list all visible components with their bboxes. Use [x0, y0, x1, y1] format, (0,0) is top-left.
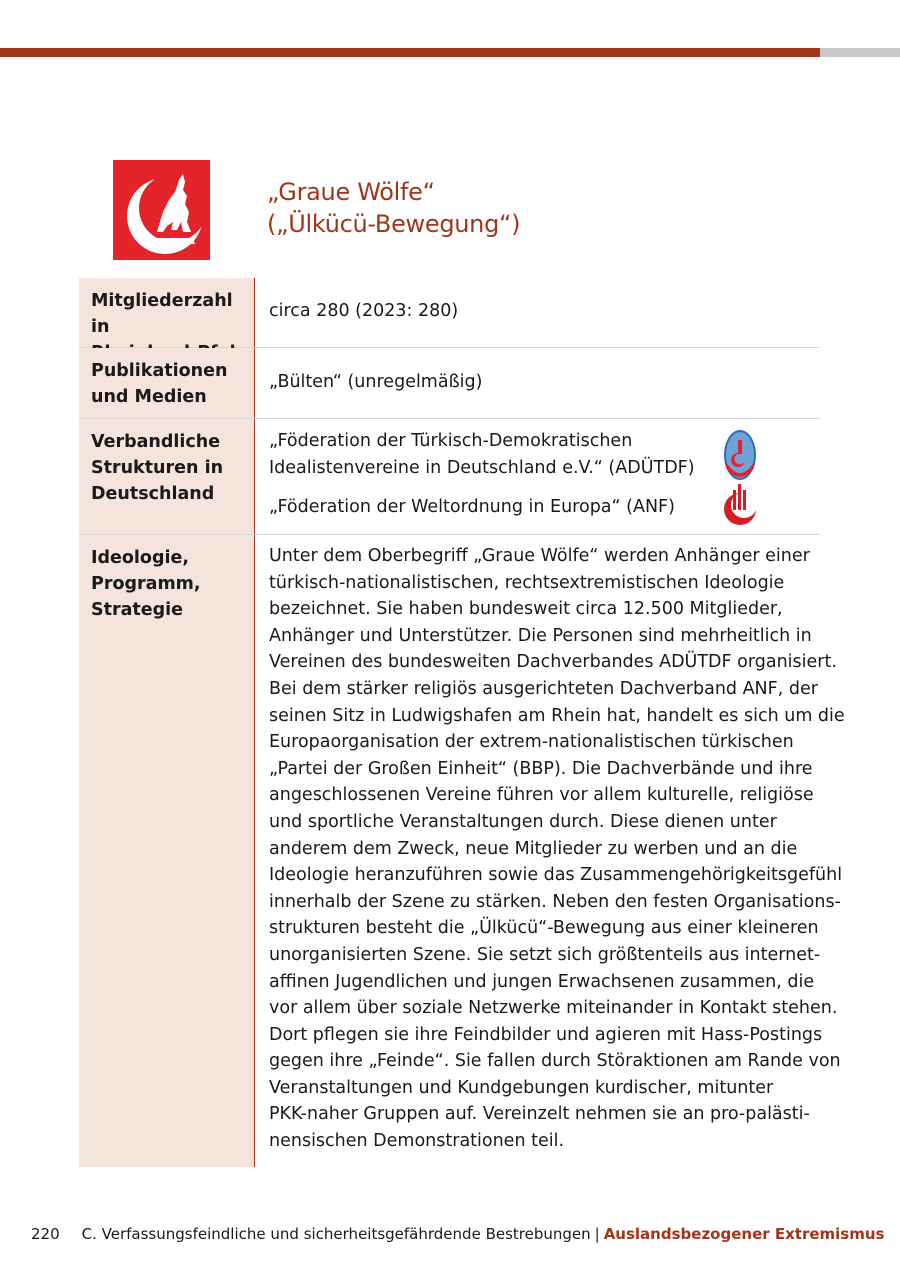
grey-wolf-crescent-logo-icon: [113, 160, 210, 260]
text-line: nensischen Demonstrationen teil.: [269, 1131, 565, 1152]
text-line: und sportliche Veranstaltungen durch. Diese dienen unter: [269, 811, 777, 832]
label-line: Strategie: [91, 600, 184, 620]
structures-value: [255, 419, 820, 534]
footer-separator: |: [594, 1225, 600, 1243]
table-row-publications: [79, 348, 820, 419]
label-line: Verbandliche: [91, 432, 221, 452]
page-title: [267, 176, 520, 240]
table-row-ideology: [79, 535, 845, 1167]
label-line: Mitgliederzahl in: [91, 291, 233, 337]
text-line: „Partei der Großen Einheit“ (BBP). Die Dachverbände und ihre: [269, 758, 813, 779]
label-line: Programm,: [91, 574, 201, 594]
text-line: strukturen besteht die „Ülkücü“-Bewegung aus einer kleineren: [269, 918, 819, 939]
text-line: türkisch-nationalistischen, rechtsextremistischen Ideologie: [269, 572, 785, 593]
org-adutdf: [269, 428, 820, 480]
table-row-members: [79, 278, 820, 348]
row-label: [79, 535, 255, 1167]
text-line: anderem dem Zweck, neue Mitglieder zu werben und an die: [269, 838, 798, 859]
ideology-text: [255, 535, 845, 1167]
text-line: innerhalb der Szene zu stärken. Neben den festen Organisations-: [269, 891, 841, 912]
title-line-1: „Graue Wölfe“: [267, 178, 435, 206]
text-line: Europaorganisation der extrem-nationalistischen türkischen: [269, 732, 794, 753]
text-line: vor allem über soziale Netzwerke miteinander in Kontakt stehen.: [269, 998, 838, 1019]
text-line: seinen Sitz in Ludwigshafen am Rhein hat, handelt es sich um die: [269, 705, 845, 726]
footer-section: Auslandsbezogener Extremismus: [603, 1225, 885, 1243]
text-line: angeschlossenen Vereine führen vor allem kulturelle, religiöse: [269, 785, 814, 806]
text-line: Dort pflegen sie ihre Feindbilder und agieren mit Hass-Postings: [269, 1024, 823, 1045]
text-line: Vereinen des bundesweiten Dachverbandes ADÜTDF organisiert.: [269, 652, 837, 673]
text-line: unorganisierten Szene. Sie setzt sich größtenteils aus internet-: [269, 944, 821, 965]
row-label: [79, 419, 255, 534]
member-count-value: circa 280 (2023: 280): [269, 301, 459, 321]
title-line-2: („Ülkücü-Bewegung“): [267, 210, 521, 238]
header-accent-bar: [0, 48, 820, 57]
org-line: Idealistenvereine in Deutschland e.V.“ (ADÜTDF): [269, 457, 695, 478]
text-line: PKK-naher Gruppen auf. Vereinzelt nehmen sie an pro-palästi-: [269, 1104, 810, 1125]
label-line: Strukturen in: [91, 458, 224, 478]
text-line: Anhänger und Unterstützer. Die Personen sind mehrheitlich in: [269, 625, 812, 646]
header-grey-bar: [820, 48, 900, 57]
page-number: 220: [31, 1225, 60, 1243]
org-line: „Föderation der Weltordnung in Europa“ (ANF): [269, 497, 675, 517]
label-line: und Medien: [91, 387, 207, 407]
text-line: Veranstaltungen und Kundgebungen kurdischer, mitunter: [269, 1077, 774, 1098]
org-line: „Föderation der Türkisch-Demokratischen: [269, 431, 633, 451]
text-line: bezeichnet. Sie haben bundesweit circa 12.500 Mitglieder,: [269, 599, 783, 620]
anf-emblem-icon: [722, 482, 758, 535]
footer-chapter: C. Verfassungsfeindliche und sicherheitsgefährdende Bestrebungen: [81, 1225, 591, 1243]
text-line: affinen Jugendlichen und jungen Erwachsenen zusammen, die: [269, 971, 815, 992]
text-line: Bei dem stärker religiös ausgerichteten Dachverband ANF, der: [269, 678, 818, 699]
text-line: Unter dem Oberbegriff „Graue Wölfe“ werden Anhänger einer: [269, 546, 810, 566]
label-line: Publikationen: [91, 361, 228, 381]
label-line: Deutschland: [91, 484, 215, 504]
row-label: [79, 278, 255, 347]
text-line: Ideologie heranzuführen sowie das Zusammengehörigkeitsgefühl: [269, 865, 843, 886]
table-row-structures: [79, 419, 820, 535]
profile-table: [79, 278, 845, 1167]
text-line: gegen ihre „Feinde“. Sie fallen durch Störaktionen am Rande von: [269, 1051, 841, 1072]
org-anf: [269, 494, 820, 521]
publications-value: „Bülten“ (unregelmäßig): [269, 372, 483, 392]
label-line: Ideologie,: [91, 548, 189, 568]
row-label: [79, 348, 255, 418]
page-footer: [31, 1224, 884, 1244]
